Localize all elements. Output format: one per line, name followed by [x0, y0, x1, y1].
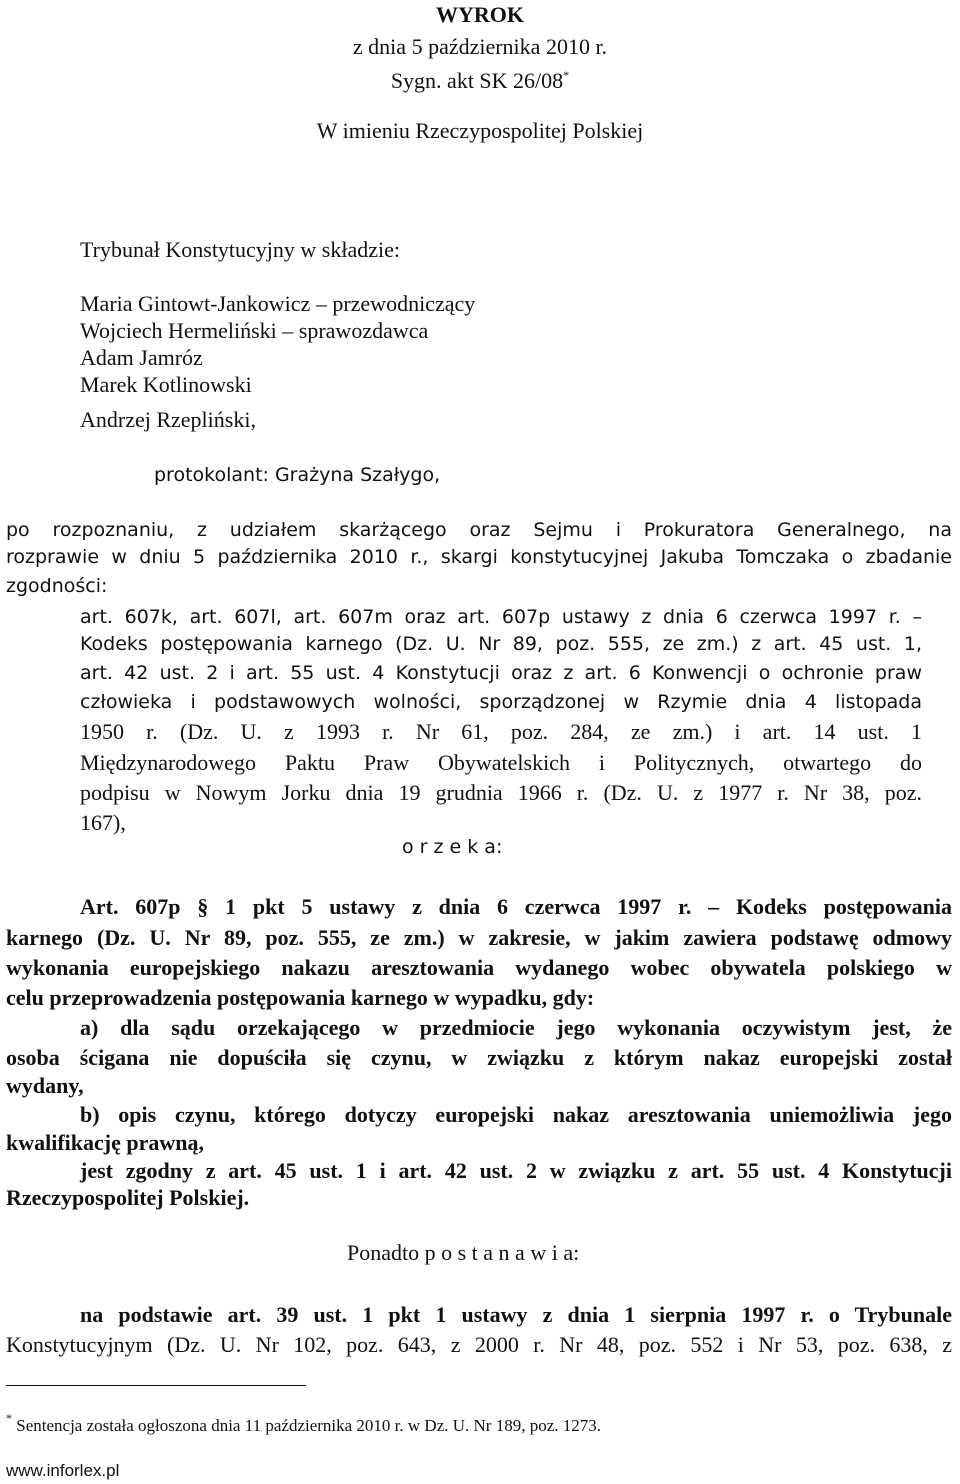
ruling-line: kwalifikację prawną, — [6, 1130, 204, 1155]
judgment-date: z dnia 5 października 2010 r. — [352, 34, 608, 59]
ruling-line: jest zgodny z art. 45 ust. 1 i art. 42 ust. 2 w związku z art. 55 ust. 4 Konstytucji — [80, 1158, 952, 1183]
subject-line: Kodeks postępowania karnego (Dz. U. Nr 89, poz. 555, ze zm.) z art. 45 ust. 1, — [80, 633, 922, 655]
decision-line: Konstytucyjnym (Dz. U. Nr 102, poz. 643, z 2000 r. Nr 48, poz. 552 i Nr 53, poz. 638, z — [6, 1332, 952, 1357]
composition-heading: Trybunał Konstytucyjny w składzie: — [80, 237, 400, 262]
footnote-marker: * — [563, 68, 570, 82]
ruling-heading: o r z e k a: — [402, 836, 503, 858]
judge-name: Marek Kotlinowski — [80, 372, 252, 397]
subject-line: art. 42 ust. 2 i art. 55 ust. 4 Konstytucji oraz z art. 6 Konwencji o ochronie praw — [80, 662, 922, 684]
ruling-line: karnego (Dz. U. Nr 89, poz. 555, ze zm.) w zakresie, w jakim zawiera podstawę odmowy — [6, 925, 952, 950]
subject-line: człowieka i podstawowych wolności, sporządzonej w Rzymie dnia 4 listopada — [80, 691, 922, 713]
judge-name: Maria Gintowt-Jankowicz – przewodniczący — [80, 291, 476, 316]
ruling-line: b) opis czynu, którego dotyczy europejski nakaz aresztowania uniemożliwia jego — [80, 1102, 952, 1127]
website-link[interactable]: www.inforlex.pl — [6, 1461, 120, 1480]
subject-line: 167), — [80, 810, 126, 835]
ruling-line: celu przeprowadzenia postępowania karnego w wypadku, gdy: — [6, 985, 595, 1010]
ruling-line: Rzeczypospolitej Polskiej. — [6, 1185, 250, 1210]
decision-heading: Ponadto p o s t a n a w i a: — [347, 1240, 580, 1265]
intro-line: po rozpoznaniu, z udziałem skarżącego oraz Sejmu i Prokuratora Generalnego, na — [6, 519, 952, 541]
footnote-text: Sentencja została ogłoszona dnia 11 października 2010 r. w Dz. U. Nr 189, poz. 1273. — [16, 1416, 602, 1435]
decision-line: na podstawie art. 39 ust. 1 pkt 1 ustawy z dnia 1 sierpnia 1997 r. o Trybunale — [80, 1302, 952, 1327]
subject-line: Międzynarodowego Paktu Praw Obywatelskich i Politycznych, otwartego do — [80, 750, 922, 775]
intro-line: zgodności: — [6, 575, 108, 597]
footnote — [6, 1405, 601, 1439]
ruling-line: wykonania europejskiego nakazu aresztowania wydanego wobec obywatela polskiego w — [6, 955, 952, 980]
footnote-marker: * — [6, 1411, 12, 1425]
case-signature-text: Sygn. akt SK 26/08 — [390, 68, 564, 93]
intro-line: rozprawie w dniu 5 października 2010 r., skargi konstytucyjnej Jakuba Tomczaka o zbadanie — [6, 546, 952, 568]
judge-name: Andrzej Rzepliński, — [80, 407, 256, 432]
clerk: protokolant: Grażyna Szałygo, — [154, 464, 441, 486]
ruling-line: Art. 607p § 1 pkt 5 ustawy z dnia 6 czerwca 1997 r. – Kodeks postępowania — [80, 894, 952, 919]
judge-name: Adam Jamróz — [80, 345, 203, 370]
ruling-line: a) dla sądu orzekającego w przedmiocie jego wykonania oczywistym jest, że — [80, 1015, 952, 1040]
invocation: W imieniu Rzeczypospolitej Polskiej — [316, 118, 644, 143]
ruling-line: osoba ścigana nie dopuściła się czynu, w związku z którym nakaz europejski został — [6, 1045, 952, 1070]
subject-line: podpisu w Nowym Jorku dnia 19 grudnia 1966 r. (Dz. U. z 1977 r. Nr 38, poz. — [80, 780, 922, 805]
footnote-separator — [6, 1385, 306, 1386]
case-signature — [0, 62, 960, 94]
subject-line: 1950 r. (Dz. U. z 1993 r. Nr 61, poz. 284, ze zm.) i art. 14 ust. 1 — [80, 719, 922, 744]
ruling-line: wydany, — [6, 1073, 84, 1098]
subject-line: art. 607k, art. 607l, art. 607m oraz art. 607p ustawy z dnia 6 czerwca 1997 r. – — [80, 606, 922, 628]
judge-name: Wojciech Hermeliński – sprawozdawca — [80, 318, 429, 343]
document-title: WYROK — [436, 2, 524, 27]
